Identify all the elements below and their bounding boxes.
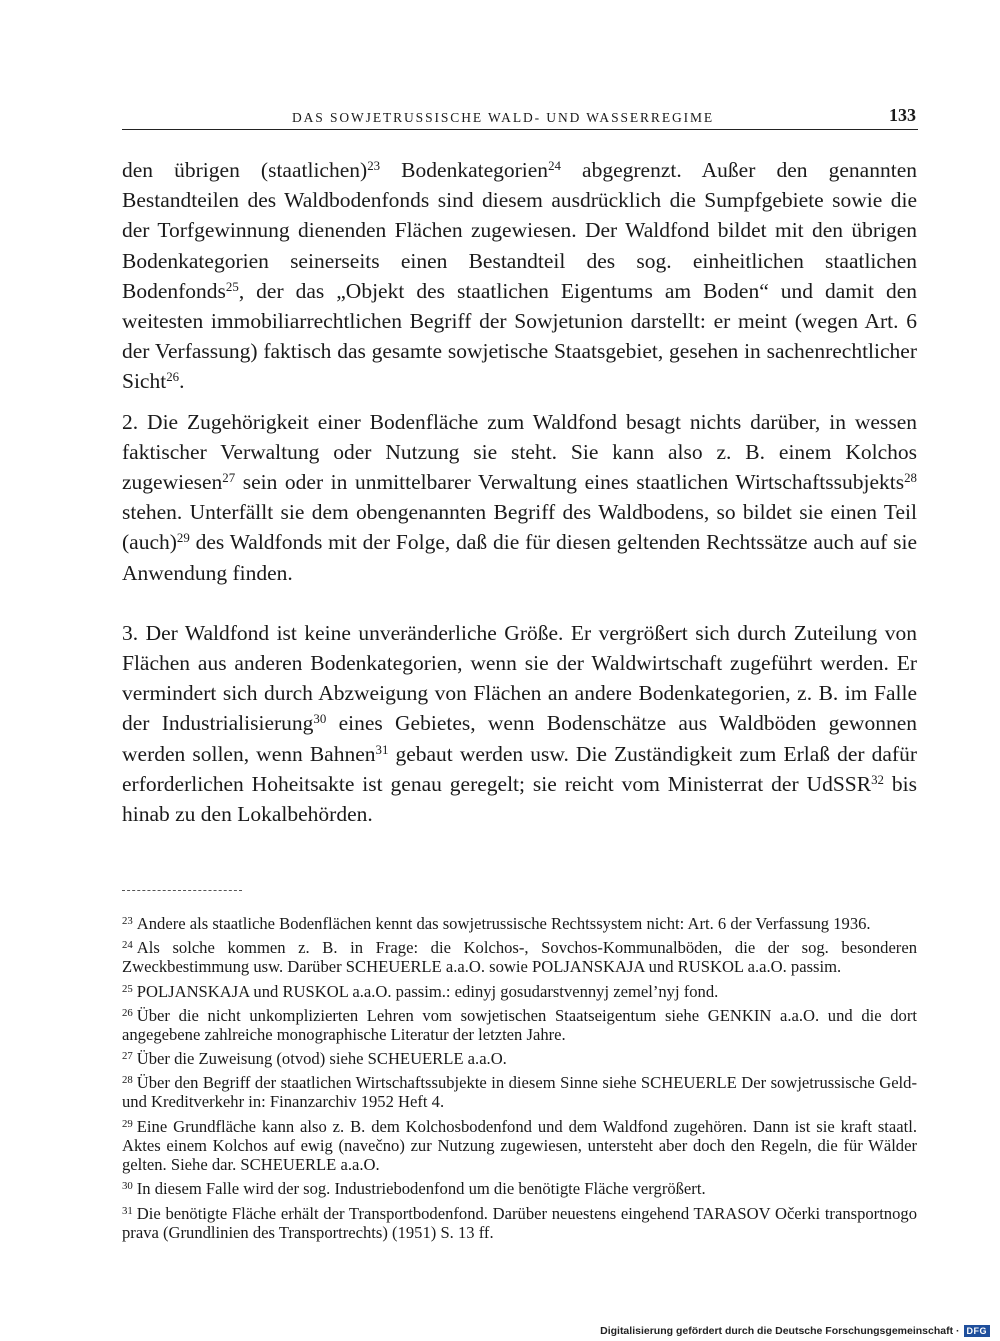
footnote-number: 31 [122,1204,133,1217]
footnote-ref: 30 [313,712,327,727]
text-run: , der das „Objekt des staatlichen Eigentums am Boden“ und damit den weitesten immobiliarrechtlichen Begriff der Sowjetunion darstellt: er meint (wegen Art. 6 der Verfassung) faktisch das gesamte sowjetische Staatsgebiet, gesehen in sachenrechtlicher Sicht [122,278,917,394]
text-run: des Waldfonds mit der Folge, daß die für diesen geltenden Rechtssätze auch auf sie Anwendung finden. [122,530,917,585]
digitization-footer [600,1325,990,1337]
footnote-ref: 31 [375,742,389,757]
footnote-25 [122,980,917,1001]
footnote-text: Als solche kommen z. B. in Frage: die Kolchos-, Sovchos-Kommunalböden, die der sog. besonderen Zweckbestimmung usw. Darüber SCHEUERLE a.a.O. sowie POLJANSKAJA und RUSKOL a.a.O. passim. [122,937,917,977]
text-run: Bodenkategorien [380,158,549,182]
paragraph-1 [122,155,917,397]
text-run: abgegrenzt. Außer den genannten Bestandteilen des Waldbodenfonds sind diesem ausdrücklich die Sumpfgebiete sowie die der Torfgewinnung dienenden Flächen zugewiesen. Der Waldfond bildet mit den übrigen Bodenkategorien seinerseits einen Bestandteil des sog. einheitlichen staatlichen Bodenfonds [122,158,917,303]
footnote-ref: 27 [222,470,236,485]
text-run: . [179,369,185,394]
footnote-27 [122,1047,917,1068]
footnote-30 [122,1177,917,1198]
footnote-text: Die benötigte Fläche erhält der Transportbodenfond. Darüber neuestens eingehend TARASOV Očerki transportnogo prava (Grundlinien des Transportrechts) (1951) S. 13 ff. [122,1203,917,1242]
footnote-26 [122,1004,917,1044]
footnote-ref: 25 [225,279,239,294]
text-run: eines Gebietes, wenn Bodenschätze aus Waldböden gewonnen werden sollen, wenn Bahnen [122,711,917,766]
text-run: stehen. Unterfällt sie dem obengenannten Begriff des Waldbodens, so bildet sie einen Teil (auch) [122,500,917,555]
footnote-text: In diesem Falle wird der sog. Industriebodenfond um die benötigte Fläche vergrößert. [136,1179,706,1199]
text-run: 2. Die Zugehörigkeit einer Bodenfläche zum Waldfond besagt nichts darüber, in wessen faktischer Verwaltung oder Nutzung sie steht. Sie kann also z. B. einem Kolchos zugewiesen [122,409,917,495]
footer-credit: Digitalisierung gefördert durch die Deutsche Forschungsgemeinschaft · [600,1325,960,1337]
footnote-number: 27 [122,1050,133,1063]
footnote-number: 28 [122,1074,133,1087]
dfg-logo: DFG [964,1325,991,1337]
paragraph-2 [122,407,917,588]
footnote-text: POLJANSKAJA und RUSKOL a.a.O. passim.: edinyj gosudarstvennyj zemel’nyj fond. [136,981,719,1001]
paragraph-3 [122,618,917,829]
main-text [122,155,917,829]
footnote-text: Über die Zuweisung (otvod) siehe SCHEUERLE a.a.O. [136,1049,507,1068]
footnotes [122,912,917,1245]
page-header [122,103,918,129]
footnote-ref: 32 [871,772,884,787]
footnote-31 [122,1202,917,1242]
header-rule [122,129,918,130]
footnote-number: 26 [122,1006,133,1019]
text-run: gebaut werden usw. Die Zuständigkeit zum Erlaß der dafür erforderlichen Hoheitsakte ist genau geregelt; sie reicht vom Ministerrat der UdSSR [122,741,917,796]
footnote-number: 24 [122,939,133,952]
footnote-text: Über den Begriff der staatlichen Wirtschaftssubjekte in diesem Sinne siehe SCHEUERLE Der sowjetrussische Geld- und Kreditverkehr in: Finanzarchiv 1952 Heft 4. [122,1073,917,1112]
footnote-number: 25 [122,982,133,995]
footnote-ref: 28 [904,470,917,485]
footnote-number: 29 [122,1117,133,1130]
footnote-number: 30 [122,1180,133,1193]
footnote-ref: 29 [176,531,190,546]
text-run: den übrigen (staatlichen) [122,158,368,182]
footnote-text: Andere als staatliche Bodenflächen kennt das sowjetrussische Rechtssystem nicht: Art. 6 der Verfassung 1936. [136,913,871,933]
footnote-29 [122,1115,917,1175]
footnote-ref: 23 [367,158,381,173]
footnote-28 [122,1071,917,1111]
text-run: bis hinab zu den Lokalbehörden. [122,771,917,827]
footnote-23 [122,912,917,933]
footnote-text: Eine Grundfläche kann also z. B. dem Kolchosbodenfond und dem Waldfond zugehören. Dann ist sie kraft staatl. Aktes einem Kolchos auf ewig (navečno) zur Nutzung zugewiesen, untersteht aber doch den Regeln, die für Wälder gelten. Siehe dar. SCHEUERLE a.a.O. [122,1116,917,1175]
footnote-text: Über die nicht unkomplizierten Lehren vom sowjetischen Staatseigentum siehe GENKIN a.a.O. und die dort angegebene zahlreiche monographische Literatur der letzten Jahre. [122,1005,917,1044]
footnote-24 [122,936,917,976]
text-run: 3. Der Waldfond ist keine unveränderliche Größe. Er vergrößert sich durch Zuteilung von Flächen aus anderen Bodenkategorien, wenn sie der Waldwirtschaft zugeführt werden. Er vermindert sich durch Abzweigung von Flächen an andere Bodenkategorien, z. B. im Falle der Industrialisierung [122,620,917,736]
footnote-ref: 26 [166,370,180,385]
page-number: 133 [889,105,916,125]
footnote-ref: 24 [548,158,561,173]
text-run: sein oder in unmittelbarer Verwaltung eines staatlichen Wirtschaftssubjekts [235,470,905,495]
footnote-separator [122,890,242,891]
footnote-number: 23 [122,915,133,927]
running-title: DAS SOWJETRUSSISCHE WALD- UND WASSERREGIME [292,110,715,125]
